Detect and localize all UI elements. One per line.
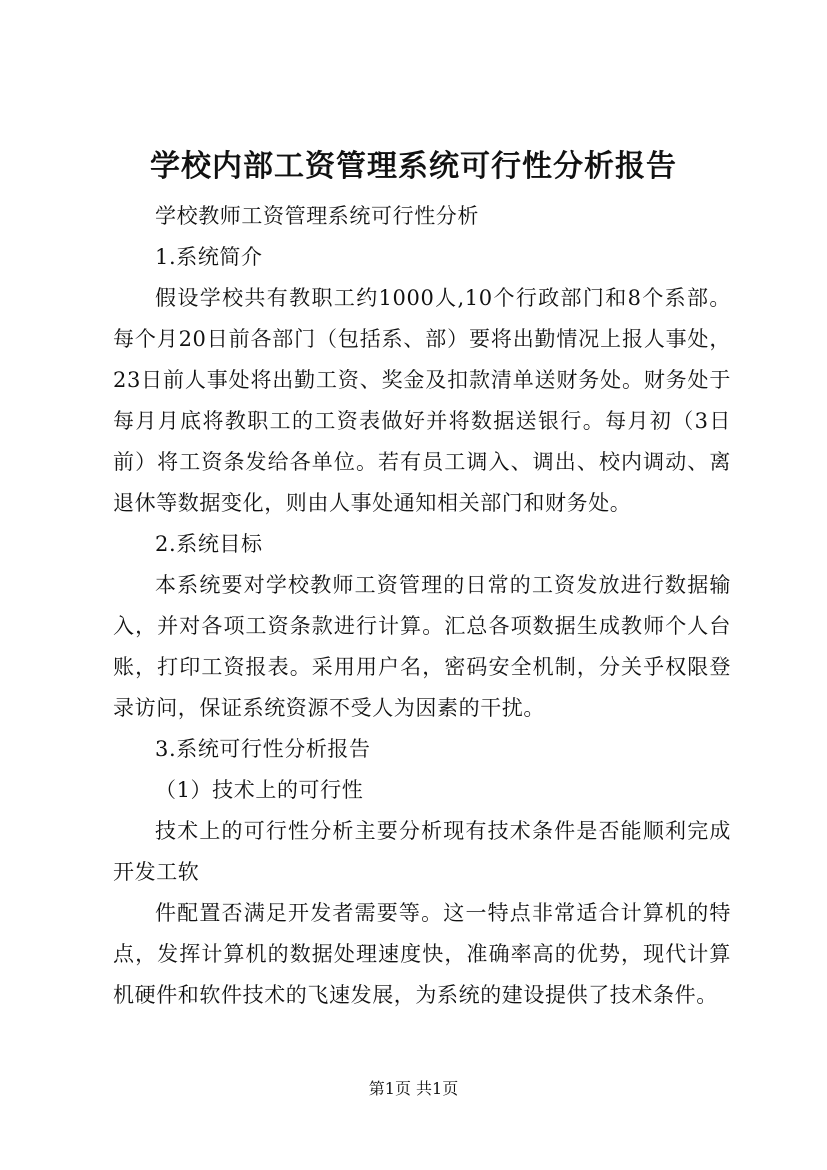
- paragraph-system-intro: 假设学校共有教职工约1000人,10个行政部门和8个系部。每个月20日前各部门（包括系、部）要将出勤情况上报人事处，23日前人事处将出勤工资、奖金及扣款清单送财务处。财务处于每月月底将教职工的工资表做好并将数据送银行。每月初（3日前）将工资条发给各单位。若有员工调入、调出、校内调动、离退休等数据变化，则由人事处通知相关部门和财务处。: [113, 286, 731, 515]
- document-title: 学校内部工资管理系统可行性分析报告: [150, 149, 677, 184]
- document-subtitle: 学校教师工资管理系统可行性分析: [155, 204, 479, 228]
- subsection-heading-technical-feasibility: （1）技术上的可行性: [155, 778, 364, 802]
- section-heading-system-intro: 1.系统简介: [155, 245, 263, 269]
- document-body: [113, 196, 731, 1016]
- section-heading-system-goals: 2.系统目标: [155, 532, 263, 556]
- section-heading-feasibility-report: 3.系统可行性分析报告: [155, 737, 371, 761]
- page-footer: 第1页 共1页: [368, 1079, 459, 1098]
- paragraph-system-goals: 本系统要对学校教师工资管理的日常的工资发放进行数据输入，并对各项工资条款进行计算。汇总各项数据生成教师个人台账，打印工资报表。采用用户名，密码安全机制，分关乎权限登录访问，保证系统资源不受人为因素的干扰。: [113, 573, 731, 720]
- paragraph-technical-feasibility-2: 件配置否满足开发者需要等。这一特点非常适合计算机的特点，发挥计算机的数据处理速度快，准确率高的优势，现代计算机硬件和软件技术的飞速发展，为系统的建设提供了技术条件。: [113, 901, 731, 1007]
- paragraph-technical-feasibility-1: 技术上的可行性分析主要分析现有技术条件是否能顺利完成开发工软: [113, 819, 731, 884]
